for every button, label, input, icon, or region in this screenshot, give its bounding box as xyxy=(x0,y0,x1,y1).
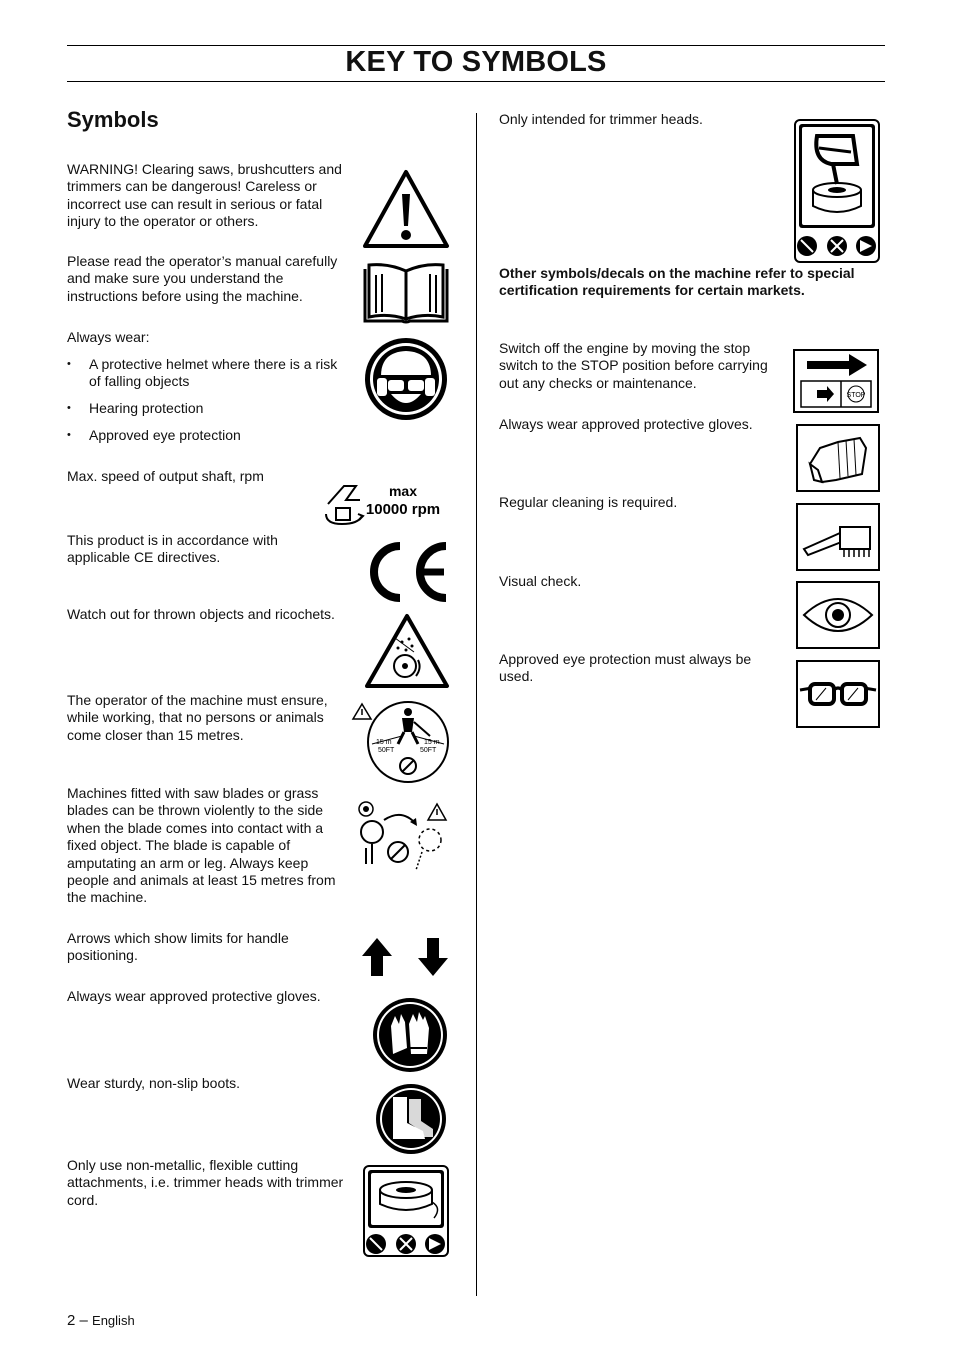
ce-text: This product is in accordance with applicable CE directives. xyxy=(67,532,278,566)
eye2-text: Approved eye protection must always be used. xyxy=(499,651,752,685)
trimmer-only-text: Only intended for trimmer heads. xyxy=(499,111,703,127)
eye-protection-goggles-icon xyxy=(796,660,880,728)
title-underline xyxy=(67,81,885,82)
warning-triangle-icon xyxy=(362,168,450,250)
handle-limit-arrows-icon xyxy=(360,936,450,978)
arrows-text: Arrows which show limits for handle positioning. xyxy=(67,930,289,964)
trimmer-head-only-icon xyxy=(362,1164,450,1258)
other-symbols-heading: Other symbols/decals on the machine refer to special certification requirements for certain markets. xyxy=(499,265,855,299)
footer-page-number: 2 – xyxy=(67,1312,88,1329)
thrown-objects-text: Watch out for thrown objects and ricochets. xyxy=(67,606,335,622)
bullet-helmet: • A protective helmet where there is a risk of falling objects xyxy=(67,356,351,391)
distance-left-ft: 50FT xyxy=(378,747,395,754)
page-footer xyxy=(67,1312,135,1329)
boots-text: Wear sturdy, non-slip boots. xyxy=(67,1075,241,1091)
boots-icon xyxy=(373,1083,449,1155)
gloves2-text: Always wear approved protective gloves. xyxy=(499,416,753,432)
bullet-hearing: • Hearing protection xyxy=(67,400,351,417)
thrown-objects-icon xyxy=(364,612,450,690)
protective-gloves-icon xyxy=(371,996,449,1074)
trimmer-heads-only-icon xyxy=(793,118,881,264)
rpm-label: 10000 rpm xyxy=(365,501,441,518)
max-label: max xyxy=(388,483,418,499)
distance-left-m: 15 m xyxy=(376,739,392,746)
distance-right-ft: 50FT xyxy=(420,747,437,754)
stop-text: Switch off the engine by moving the stop switch to the STOP position before carrying out any checks or maintenance. xyxy=(499,340,768,391)
helmet-protection-icon xyxy=(363,336,449,422)
blade-thrust-icon xyxy=(354,800,450,872)
visual-check-text: Visual check. xyxy=(499,573,582,589)
stop-switch-icon xyxy=(793,349,879,413)
safety-distance-text: The operator of the machine must ensure, while working, that no persons or animals come closer than 15 metres. xyxy=(67,692,328,743)
visual-check-eye-icon xyxy=(796,581,880,649)
column-divider xyxy=(476,113,477,1296)
safety-distance-icon xyxy=(350,700,452,784)
page-title: KEY TO SYMBOLS xyxy=(345,46,607,78)
blade-thrust-text: Machines fitted with saw blades or grass blades can be thrown violently to the side when the blade comes into contact with a fixed object. The blade is capable of amputating an arm or leg. Always keep people and animals at least 15 metres from the machine. xyxy=(67,785,336,906)
always-wear-text: Always wear: xyxy=(67,329,150,345)
distance-right-m: 15 m xyxy=(424,739,440,746)
section-heading: Symbols xyxy=(67,107,159,132)
bullet-eye: • Approved eye protection xyxy=(67,427,351,444)
footer-language: English xyxy=(92,1313,135,1328)
manual-book-icon xyxy=(362,261,450,325)
manual-text: Please read the operator’s manual carefully and make sure you understand the instructions before using the machine. xyxy=(67,253,338,304)
max-speed-icon xyxy=(322,478,450,528)
gloves-decal-icon xyxy=(796,424,880,492)
cleaning-text: Regular cleaning is required. xyxy=(499,494,678,510)
cleaning-brush-icon xyxy=(796,503,880,571)
nonmetal-text: Only use non-metallic, flexible cutting attachments, i.e. trimmer heads with trimmer cord. xyxy=(67,1157,344,1208)
stop-label: STOP xyxy=(846,392,866,399)
warning-text: WARNING! Clearing saws, brushcutters and trimmers can be dangerous! Careless or incorrect use can result in serious or fatal injury to the operator or others. xyxy=(67,161,342,230)
ce-mark-icon xyxy=(362,538,452,606)
max-speed-text: Max. speed of output shaft, rpm xyxy=(67,468,264,484)
gloves-text: Always wear approved protective gloves. xyxy=(67,988,321,1004)
